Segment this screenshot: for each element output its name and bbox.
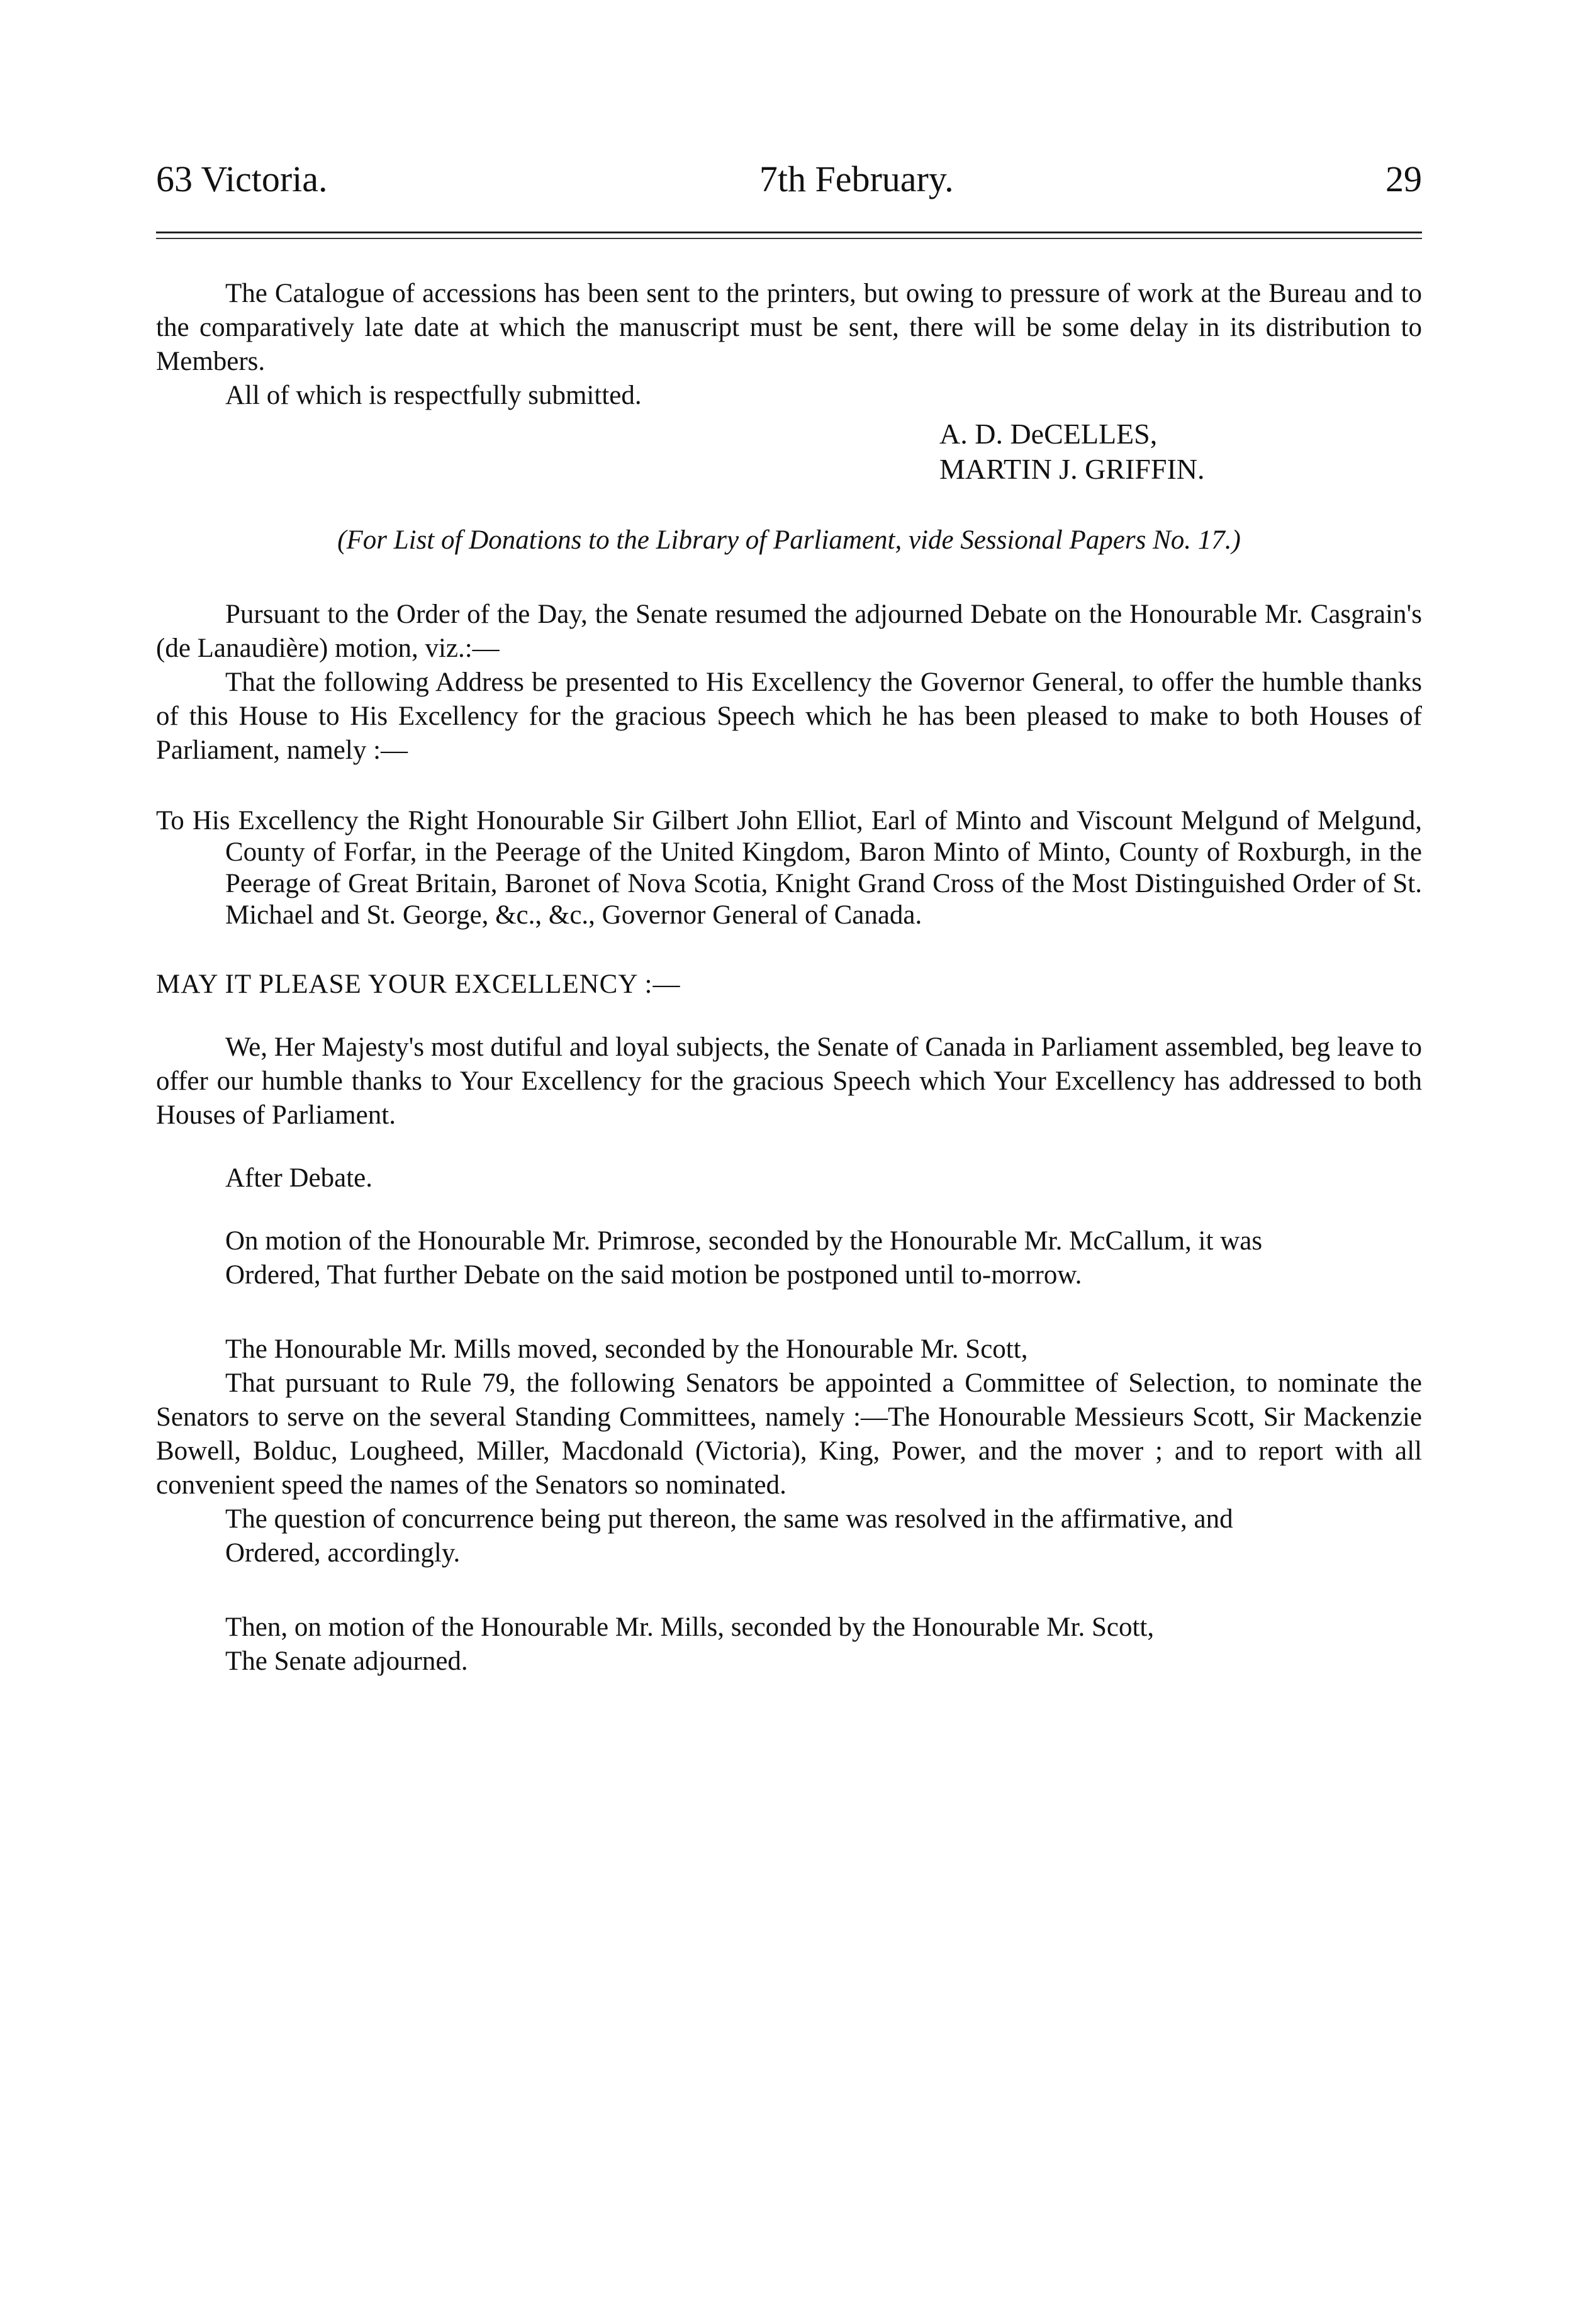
postponement-order: Ordered, That further Debate on the said motion be postponed until to-morrow. — [225, 1260, 1082, 1290]
after-debate-line: After Debate. — [225, 1163, 372, 1193]
header-date: 7th February. — [759, 159, 954, 199]
salutation: MAY IT PLEASE YOUR EXCELLENCY :— — [156, 969, 681, 999]
order-of-day-paragraph: Pursuant to the Order of the Day, the Senate resumed the adjourned Debate on the Honourable Mr. Casgrain's (de Lanaudière) motion, viz.:— — [156, 600, 1422, 663]
mills-motion-line: The Honourable Mr. Mills moved, seconded by the Honourable Mr. Scott, — [225, 1334, 1028, 1364]
loyal-subjects-paragraph: We, Her Majesty's most dutiful and loyal subjects, the Senate of Canada in Parliament assembled, beg leave to offer our humble thanks to Your Excellency for the gracious Speech which Your Excellency has addressed to both Houses of Parliament. — [156, 1032, 1422, 1130]
catalogue-paragraph: The Catalogue of accessions has been sent to the printers, but owing to pressure of work at the Bureau and to the comparatively late date at which the manuscript must be sent, there will be some delay in its distribution to Members. — [156, 279, 1422, 376]
header-session: 63 Victoria. — [156, 159, 328, 199]
adjournment-motion-paragraph: Then, on motion of the Honourable Mr. Mills, seconded by the Honourable Mr. Scott, — [225, 1612, 1155, 1642]
journal-page — [156, 157, 1422, 1679]
primrose-motion-paragraph: On motion of the Honourable Mr. Primrose, seconded by the Honourable Mr. McCallum, it was — [225, 1226, 1263, 1256]
submitted-line: All of which is respectfully submitted. — [225, 381, 642, 410]
concurrence-paragraph: The question of concurrence being put thereon, the same was resolved in the affirmative, and — [225, 1504, 1233, 1534]
header-rule-top — [156, 232, 1422, 233]
header-rule-bottom — [156, 238, 1422, 239]
donations-note: (For List of Donations to the Library of Parliament, vide Sessional Papers No. 17.) — [337, 525, 1241, 555]
signature-decelles: A. D. DeCELLES, — [939, 418, 1158, 450]
ordered-accordingly-line: Ordered, accordingly. — [225, 1538, 461, 1568]
signature-griffin: MARTIN J. GRIFFIN. — [939, 453, 1205, 485]
address-to-governor: To His Excellency the Right Honourable Sir Gilbert John Elliot, Earl of Minto and Viscount Melgund of Melgund, County of Forfar, in the Peerage of the United Kingdom, Baron Minto of Minto, County of Roxburgh, in the Peerage of Great Britain, Baronet of Nova Scotia, Knight Grand Cross of the Most Distinguished Order of St. Michael and St. George, &c., &c., Governor General of Canada. — [156, 806, 1422, 930]
page-header — [156, 157, 1422, 208]
header-double-rule — [156, 232, 1422, 239]
header-page-number: 29 — [1385, 159, 1422, 199]
address-motion-paragraph: That the following Address be presented to His Excellency the Governor General, to offer the humble thanks of this House to His Excellency for the gracious Speech which he has been pleased to make to both Houses of Parliament, namely :— — [156, 668, 1422, 765]
senate-adjourned-line: The Senate adjourned. — [225, 1646, 468, 1676]
committee-of-selection-paragraph: That pursuant to Rule 79, the following Senators be appointed a Committee of Selection, to nominate the Senators to serve on the several Standing Committees, namely :—The Honourable Messieurs Scott, Sir Mackenzie Bowell, Bolduc, Lougheed, Miller, Macdonald (Victoria), King, Power, and the mover ; and to report with all convenient speed the names of the Senators so nominated. — [156, 1368, 1422, 1500]
